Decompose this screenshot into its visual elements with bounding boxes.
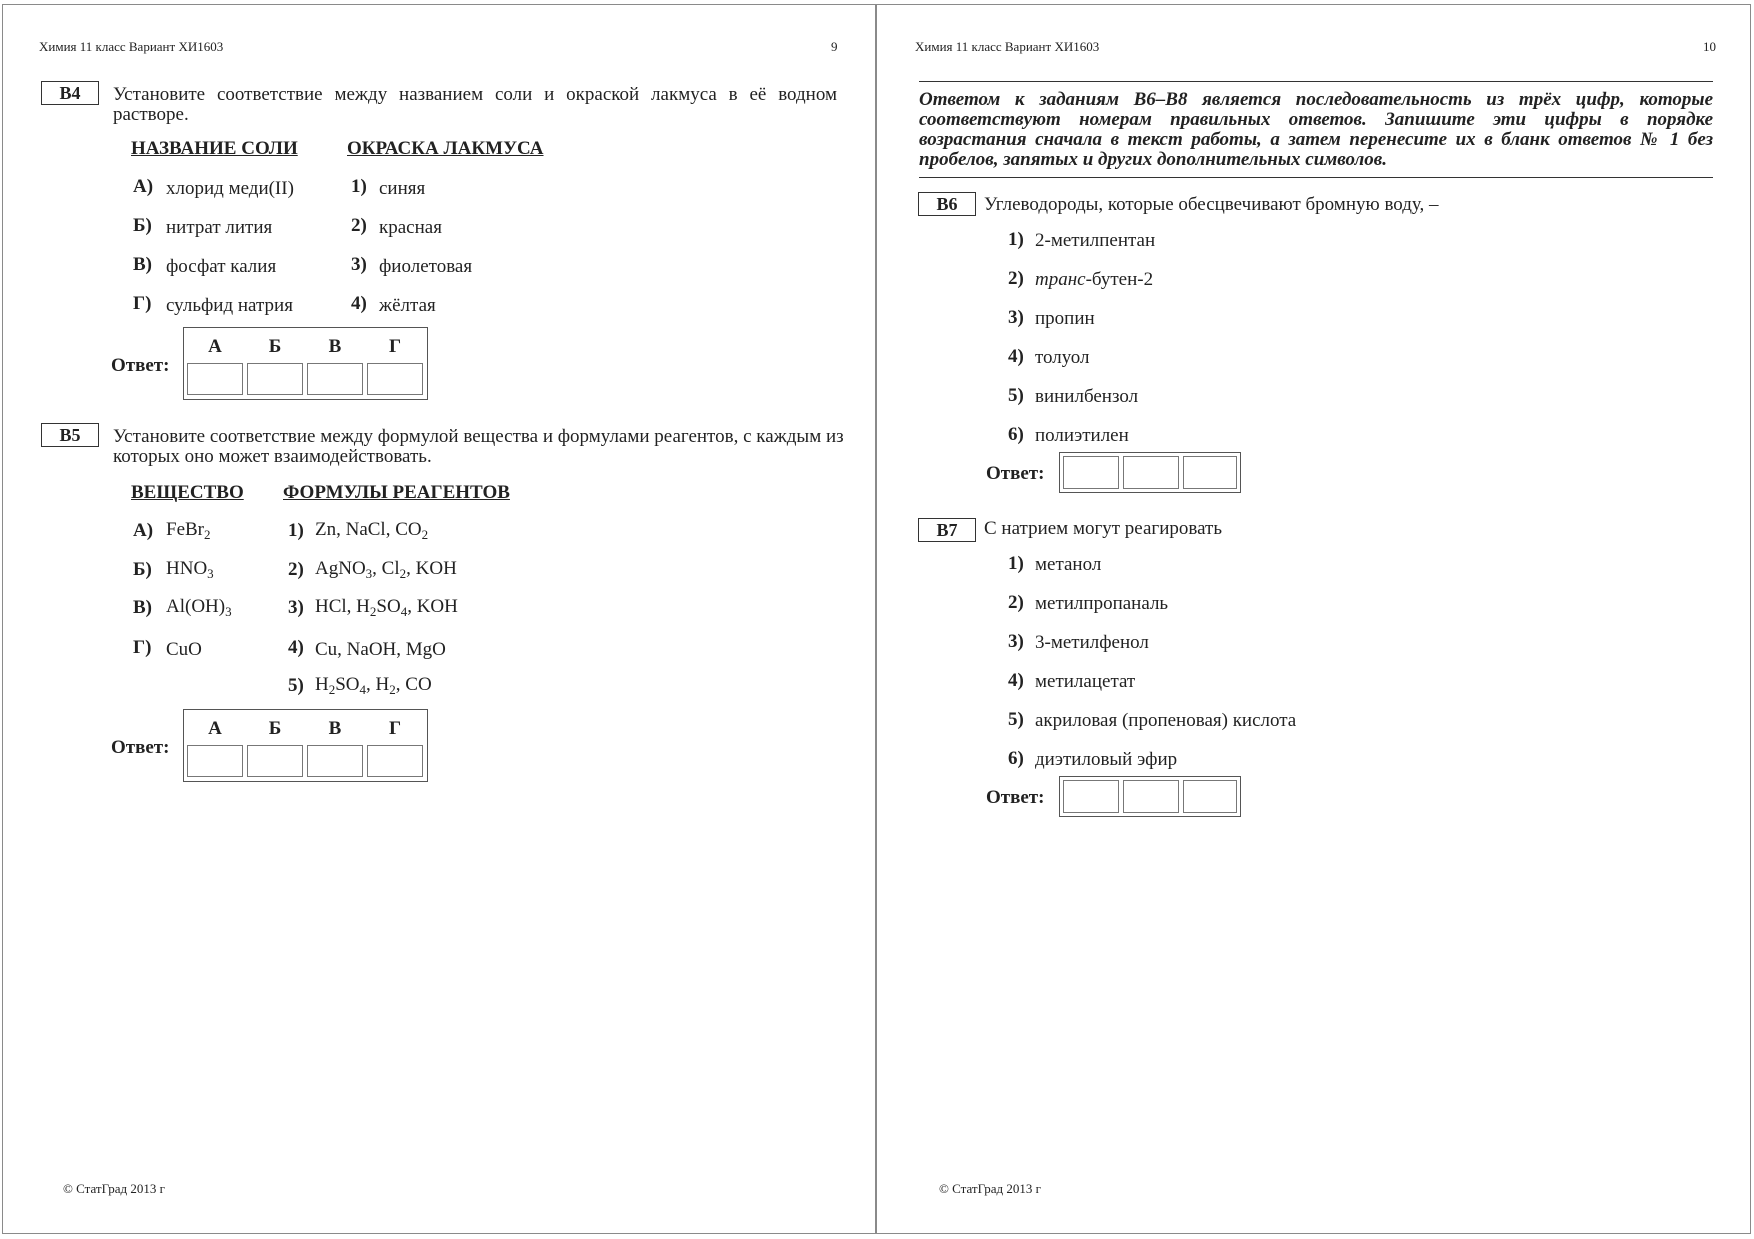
answer-grid-b7 <box>1059 776 1241 817</box>
option-key: 4) <box>1008 670 1024 691</box>
page-footer: © СтатГрад 2013 г <box>63 1181 165 1196</box>
option-text: метанол <box>1035 554 1102 575</box>
item-text: хлорид меди(II) <box>166 178 294 199</box>
column-header-substance: ВЕЩЕСТВО <box>131 482 244 503</box>
answer-label: Ответ: <box>111 737 170 758</box>
item-key: Г) <box>133 637 152 658</box>
answer-cell[interactable] <box>307 363 363 395</box>
item-key: В) <box>133 254 152 275</box>
formula-hcl-h2so4-koh: HCl, $H_2SO_4$, KOH <box>315 596 458 619</box>
answer-cell[interactable] <box>1183 456 1237 489</box>
page-number: 9 <box>831 39 838 54</box>
option-text: 2-метилпентан <box>1035 230 1156 251</box>
formula-h2so4-h2-co: $H_2SO_4$, $H_2$, CO <box>315 674 432 697</box>
answer-column-header: Г <box>388 718 402 739</box>
page-number: 10 <box>1703 39 1716 54</box>
task-b5-question: Установите соответствие между формулой вещества и формулами реагентов, с каждым из которых оно может взаимодействовать. <box>113 426 844 467</box>
task-b7-question: С натрием могут реагировать <box>984 518 1223 539</box>
answer-column-header: Б <box>268 718 282 739</box>
option-text: диэтиловый эфир <box>1035 749 1178 770</box>
item-key: 2) <box>351 215 367 236</box>
answer-cell[interactable] <box>247 745 303 777</box>
item-text: сульфид натрия <box>166 295 293 316</box>
option-text: полиэтилен <box>1035 425 1129 446</box>
item-key: Б) <box>133 215 152 236</box>
answer-cell[interactable] <box>367 363 423 395</box>
option-key: 2) <box>1008 268 1024 289</box>
answer-label: Ответ: <box>986 787 1045 808</box>
item-key: В) <box>133 597 152 618</box>
answer-cell[interactable] <box>1063 780 1119 813</box>
option-key: 3) <box>1008 631 1024 652</box>
option-text: 3-метилфенол <box>1035 632 1149 653</box>
option-key: 5) <box>1008 385 1024 406</box>
item-text: красная <box>379 217 442 238</box>
item-key: 4) <box>288 637 304 658</box>
item-key: 1) <box>288 520 304 541</box>
formula-zn-nacl-co2: Zn, NaCl, $CO_2$ <box>315 519 429 542</box>
answer-grid-b6 <box>1059 452 1241 493</box>
item-text: фосфат калия <box>166 256 277 277</box>
item-key: 4) <box>351 293 367 314</box>
item-key: 1) <box>351 176 367 197</box>
task-label-b7: В7 <box>918 518 976 542</box>
option-key: 6) <box>1008 748 1024 769</box>
option-key: 1) <box>1008 229 1024 250</box>
task-label-b6: В6 <box>918 192 976 216</box>
option-key: 3) <box>1008 307 1024 328</box>
answer-cell[interactable] <box>307 745 363 777</box>
right-page <box>876 4 1751 1234</box>
answer-column-header: В <box>328 336 342 357</box>
option-key: 4) <box>1008 346 1024 367</box>
column-header-reagents: ФОРМУЛЫ РЕАГЕНТОВ <box>283 482 510 503</box>
column-header-litmus: ОКРАСКА ЛАКМУСА <box>347 138 544 159</box>
formula-agno3-cl2-koh: AgNO$_3$, $Cl_2$, KOH <box>315 558 457 581</box>
answer-cell[interactable] <box>367 745 423 777</box>
answer-grid-b5 <box>183 709 428 782</box>
task-label-b5: В5 <box>41 423 99 447</box>
option-text-trans-butene: транс-бутен-2 <box>1035 269 1154 290</box>
option-key: 1) <box>1008 553 1024 574</box>
item-text: CuO <box>166 639 202 660</box>
option-text: метилацетат <box>1035 671 1136 692</box>
option-key: 5) <box>1008 709 1024 730</box>
task-label-b4: В4 <box>41 81 99 105</box>
column-header-salt: НАЗВАНИЕ СОЛИ <box>131 138 298 159</box>
option-key: 6) <box>1008 424 1024 445</box>
formula-febr2: FeBr$_2$ <box>166 519 211 542</box>
answer-cell[interactable] <box>1063 456 1119 489</box>
task-b6-question: Углеводороды, которые обесцвечивают бромную воду, – <box>984 194 1439 215</box>
answer-cell[interactable] <box>1123 456 1179 489</box>
answer-column-header: Г <box>388 336 402 357</box>
formula-hno3: $HNO_3$ <box>166 558 214 581</box>
answer-column-header: А <box>208 336 222 357</box>
answer-cell[interactable] <box>1123 780 1179 813</box>
answer-cell[interactable] <box>187 363 243 395</box>
page-footer: © СтатГрад 2013 г <box>939 1181 1041 1196</box>
option-text: толуол <box>1035 347 1090 368</box>
item-key: Б) <box>133 559 152 580</box>
item-key: 3) <box>351 254 367 275</box>
option-text: метилпропаналь <box>1035 593 1169 614</box>
option-text: акриловая (пропеновая) кислота <box>1035 710 1297 731</box>
answer-label: Ответ: <box>111 355 170 376</box>
instruction-text: Ответом к заданиям В6–В8 является последовательность из трёх цифр, которые соответствуют номерам правильных ответов. Запишите эти цифры в порядке возрастания сначала в текст работы, а затем перенесите их в бланк ответов № 1 без пробелов, запятых и других дополнительных символов. <box>919 89 1713 170</box>
option-key: 2) <box>1008 592 1024 613</box>
instruction-bottom-rule <box>919 177 1713 178</box>
item-text: Cu, NaOH, MgO <box>315 639 446 660</box>
item-key: 2) <box>288 559 304 580</box>
item-key: 3) <box>288 597 304 618</box>
answer-column-header: В <box>328 718 342 739</box>
item-text: синяя <box>379 178 426 199</box>
answer-cell[interactable] <box>1183 780 1237 813</box>
answer-column-header: А <box>208 718 222 739</box>
instruction-top-rule <box>919 81 1713 82</box>
answer-grid-b4 <box>183 327 428 400</box>
answer-cell[interactable] <box>247 363 303 395</box>
item-text: нитрат лития <box>166 217 273 238</box>
item-key: Г) <box>133 293 152 314</box>
item-text: фиолетовая <box>379 256 473 277</box>
left-page <box>2 4 876 1234</box>
item-text: жёлтая <box>379 295 436 316</box>
answer-label: Ответ: <box>986 463 1045 484</box>
option-text: винилбензол <box>1035 386 1139 407</box>
task-b4-question: Установите соответствие между названием соли и окраской лакмуса в её водном растворе. <box>113 84 837 125</box>
item-key: А) <box>133 176 154 197</box>
item-key: А) <box>133 520 154 541</box>
page-header: Химия 11 класс Вариант ХИ1603 <box>39 39 224 54</box>
option-text: пропин <box>1035 308 1095 329</box>
answer-cell[interactable] <box>187 745 243 777</box>
answer-column-header: Б <box>268 336 282 357</box>
formula-aloh3: $Al(OH)_3$ <box>166 596 232 619</box>
item-key: 5) <box>288 675 304 696</box>
page-header: Химия 11 класс Вариант ХИ1603 <box>915 39 1100 54</box>
